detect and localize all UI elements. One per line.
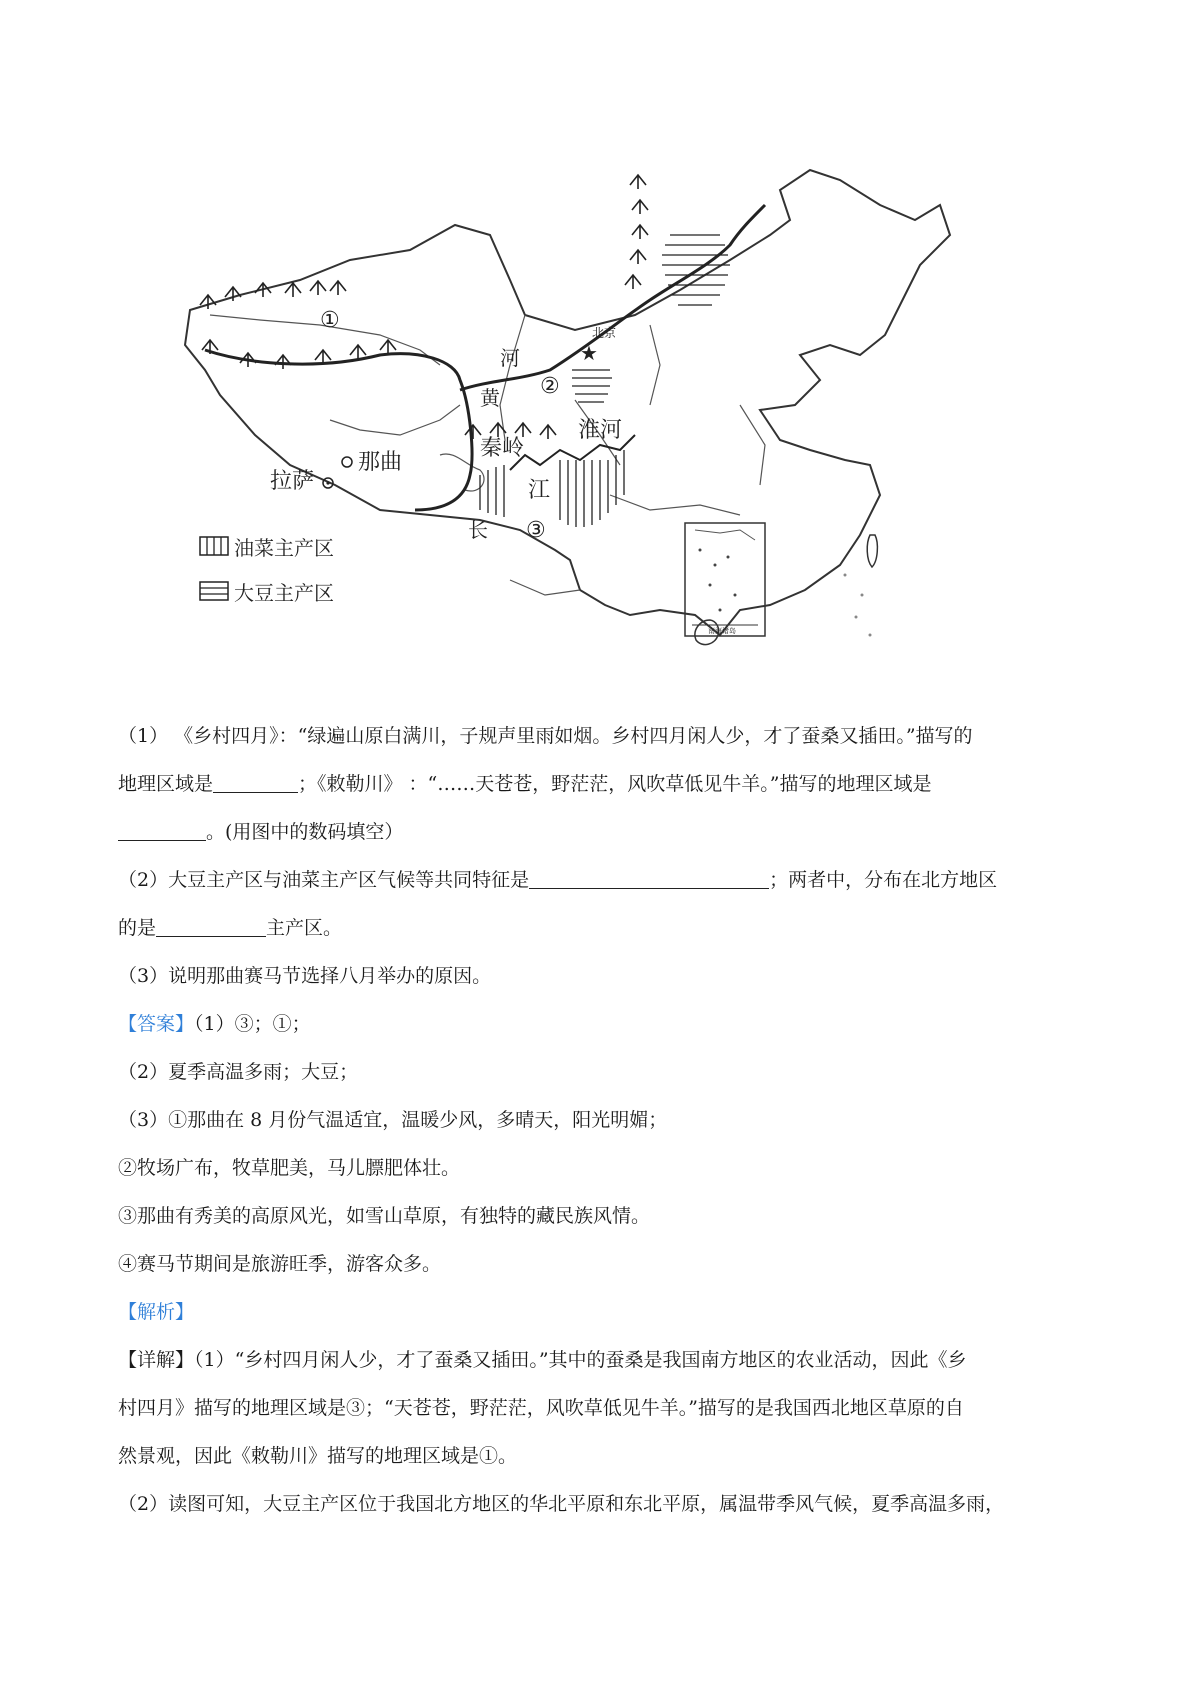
answer-blank-2[interactable] <box>118 820 206 841</box>
svg-text:南海诸岛: 南海诸岛 <box>708 627 736 635</box>
naqu-label: 那曲 <box>358 450 403 475</box>
legend-soybean <box>200 581 334 605</box>
analysis-line-1: 【详解】（1）“乡村四月闲人少，才了蚕桑又插田。”其中的蚕桑是我国南方地区的农业活动，因此《乡 <box>118 1349 967 1371</box>
qinling-label: 秦岭 <box>480 436 525 461</box>
jiang-label: 江 <box>528 478 551 503</box>
answer-line-2: （2）夏季高温多雨；大豆； <box>118 1061 359 1083</box>
beijing-star-icon: ★ <box>580 341 598 365</box>
lasa-label: 拉萨 <box>270 469 315 494</box>
analysis-line-2: 村四月》描写的地理区域是③；“天苍苍，野茫茫，风吹草低见牛羊。”描写的是我国西北地区草原的自 <box>118 1397 964 1419</box>
svg-text:大豆主产区: 大豆主产区 <box>234 581 334 605</box>
region-3-label: ③ <box>526 518 546 543</box>
answer-line-6: ④赛马节期间是旅游旺季，游客众多。 <box>118 1253 442 1275</box>
china-outline <box>185 170 950 635</box>
detail-tag: 【详解】 <box>118 1349 195 1371</box>
analysis-tag: 【解析】 <box>118 1301 195 1323</box>
question-3: （3）说明那曲赛马节选择八月举办的原因。 <box>118 965 492 987</box>
answer-line-3: （3）①那曲在 8 月份气温适宜，温暖少风，多晴天，阳光明媚； <box>118 1109 668 1131</box>
south-china-sea-inset <box>685 523 765 636</box>
analysis-line-3: 然景观，因此《敕勒川》描写的地理区域是①。 <box>118 1445 518 1467</box>
svg-text:油菜主产区: 油菜主产区 <box>234 536 334 560</box>
china-map <box>180 165 970 710</box>
huang-label: 黄 <box>480 386 500 410</box>
huaihe-label: 淮河 <box>578 418 623 443</box>
chang-label: 长 <box>468 518 488 542</box>
beijing-label: 北京 <box>592 326 617 340</box>
region-1-label: ① <box>320 308 340 333</box>
question-1-line-2: 地理区域是 ；《敕勒川》 ：“……天苍苍，野茫茫，风吹草低见牛羊。”描写的地理区域是 <box>118 773 932 795</box>
question-1-line-3: 。(用图中的数码填空） <box>118 818 403 846</box>
answer-blank-4[interactable] <box>156 916 266 937</box>
answer-tag: 【答案】 <box>118 1013 195 1035</box>
question-2-line-1: （2）大豆主产区与油菜主产区气候等共同特征是 ；两者中，分布在北方地区 <box>118 869 998 891</box>
legend-rapeseed <box>200 536 334 560</box>
question-1-line-1: （1） 《乡村四月》：“绿遍山原白满川，子规声里雨如烟。乡村四月闲人少，才了蚕桑又插田。”描写的 <box>118 725 973 747</box>
he-label: 河 <box>500 346 520 370</box>
answer-line-5: ③那曲有秀美的高原风光，如雪山草原，有独特的藏民族风情。 <box>118 1205 651 1227</box>
answer-blank-1[interactable] <box>213 772 298 793</box>
region-2-label: ② <box>540 374 560 399</box>
question-2-line-2: 的是 主产区。 <box>118 917 343 939</box>
answer-line-4: ②牧场广布，牧草肥美，马儿膘肥体壮。 <box>118 1157 461 1179</box>
answer-line-1: 【答案】（1）③；①； <box>118 1013 311 1035</box>
analysis-line-4: （2）读图可知，大豆主产区位于我国北方地区的华北平原和东北平原，属温带季风气候，夏季高温多雨， <box>118 1493 1005 1515</box>
answer-blank-3[interactable] <box>529 868 769 889</box>
